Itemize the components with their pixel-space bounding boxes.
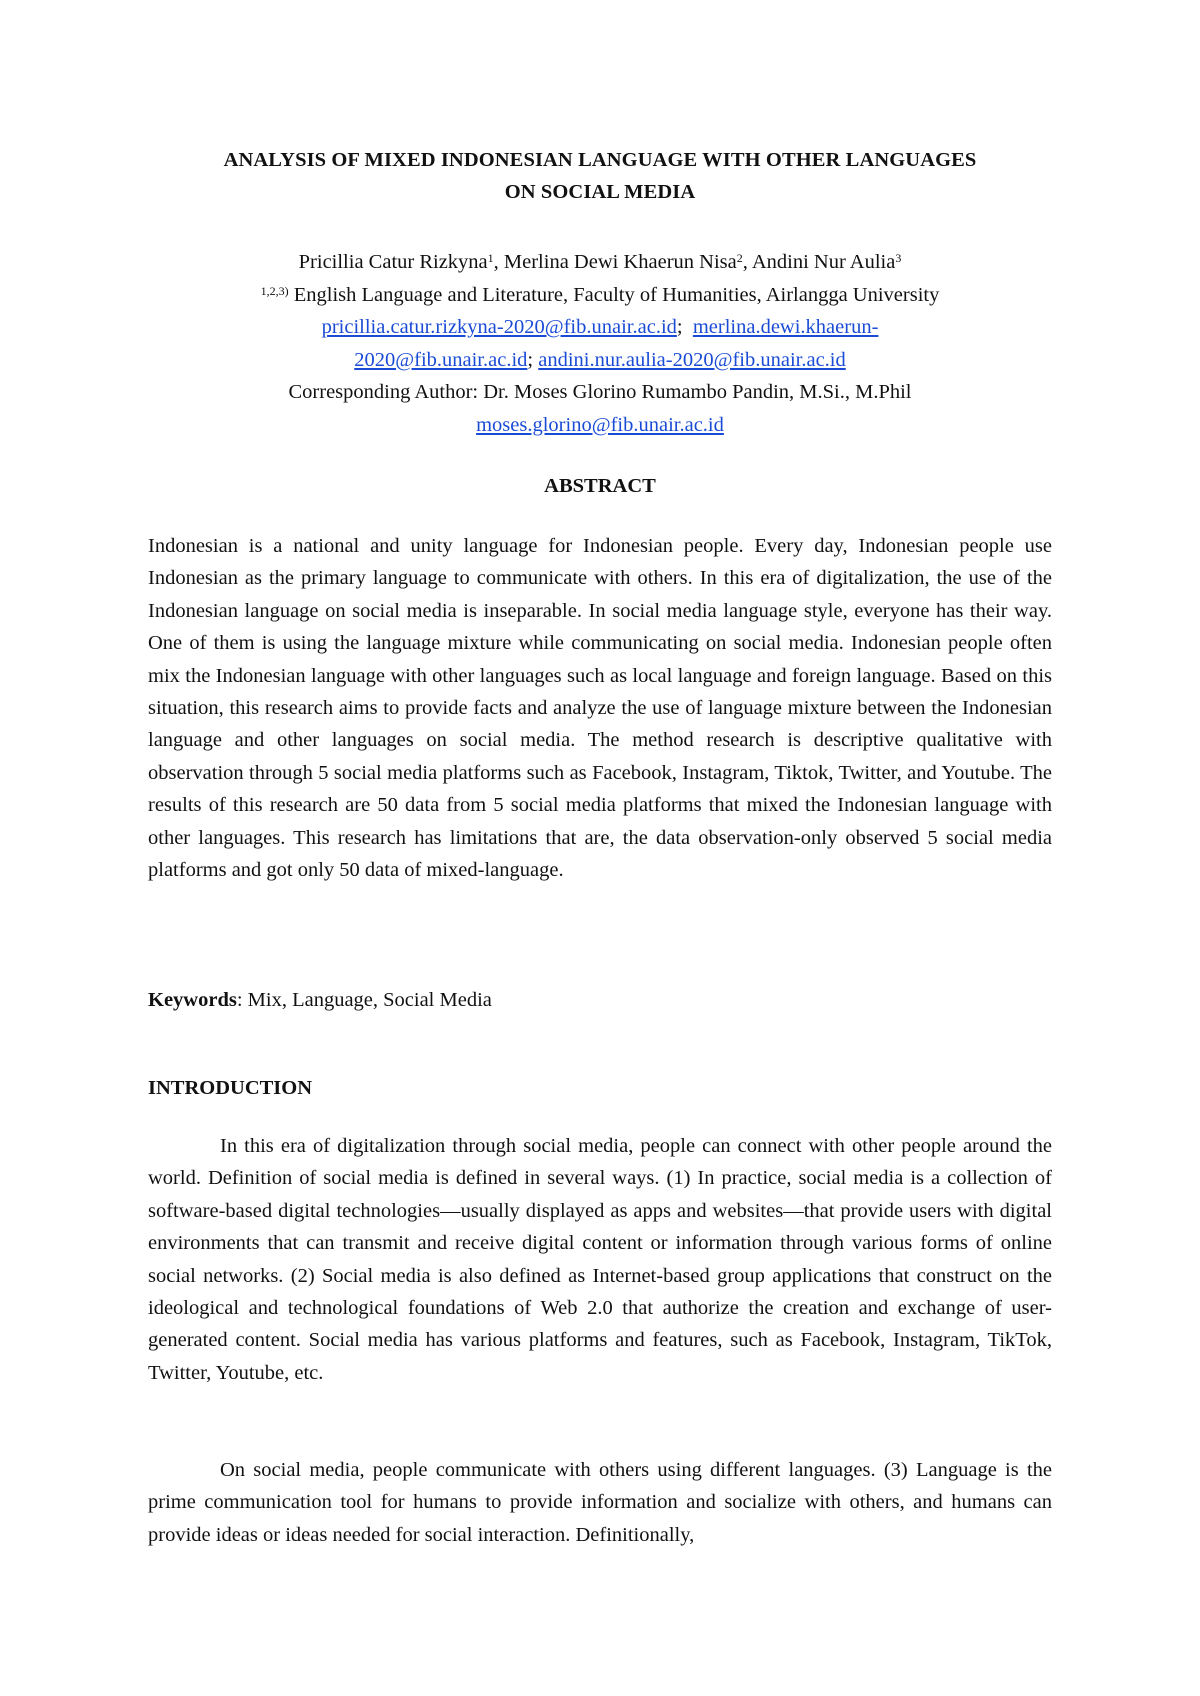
abstract-heading: ABSTRACT [544,475,656,497]
corresponding-author: Corresponding Author: Dr. Moses Glorino Rumambo Pandin, M.Si., M.Phil [288,381,912,403]
affiliation-sup: 1,2,3) [260,283,289,298]
email-line-2: 2020@fib.unair.ac.id; andini.nur.aulia-2020@fib.unair.ac.id [354,348,846,371]
keywords-line [148,984,1052,1016]
paper-title [148,144,1052,208]
title-line-2: ON SOCIAL MEDIA [504,181,696,203]
title-line-1: ANALYSIS OF MIXED INDONESIAN LANGUAGE WITH OTHER LANGUAGES [223,149,977,171]
author-2: Merlina Dewi Khaerun Nisa [503,251,737,273]
author-3-sup: 3 [895,251,902,265]
introduction-paragraph-1: In this era of digitalization through social media, people can connect with other people around the world. Definition of social media is defined in several ways. (1) In practice, social media is a collection of software-based digital technologies—usually displayed as apps and websites—that provide users with digital environments that can transmit and receive digital content or information through various forms of online social networks. (2) Social media is also defined as Internet-based group applications that construct on the ideological and technological foundations of Web 2.0 that authorize the creation and exchange of user-generated content. Social media has various platforms and features, such as Facebook, Instagram, TikTok, Twitter, Youtube, etc. [148,1135,1052,1384]
corresponding-email-link[interactable]: moses.glorino@fib.unair.ac.id [476,413,724,436]
email-link-2a[interactable]: merlina.dewi.khaerun- [692,316,879,338]
introduction-paragraph-2: On social media, people communicate with others using different languages. (3) Language is the prime communication tool for humans to provide information and socialize with others, and humans can provide ideas or ideas needed for social interaction. Definitionally, [148,1459,1052,1546]
author-1-sup: 1 [487,251,494,265]
email-line-1: pricillia.catur.rizkyna-2020@fib.unair.ac.id; merlina.dewi.khaerun- [321,316,879,338]
author-3: Andini Nur Aulia [751,251,896,273]
corresponding-email-line [148,409,1052,442]
author-block [148,246,1052,441]
email-link-2b[interactable]: 2020@fib.unair.ac.id [354,348,528,371]
keywords-text: : Mix, Language, Social Media [236,989,492,1011]
email-link-3[interactable]: andini.nur.aulia-2020@fib.unair.ac.id [538,348,846,371]
author-2-sup: 2 [736,251,743,265]
affiliation-text: English Language and Literature, Faculty of Humanities, Airlangga University [293,283,940,306]
affiliation [148,279,1052,312]
keywords-label: Keywords [148,989,237,1011]
introduction-heading: INTRODUCTION [148,1077,313,1099]
author-1: Pricillia Catur Rizkyna [298,251,488,273]
author-names: Pricillia Catur Rizkyna$^1$, Merlina Dewi Khaerun Nisa$^2$, Andini Nur Aulia$^3$ [298,251,902,273]
email-link-1[interactable]: pricillia.catur.rizkyna-2020@fib.unair.ac.id [321,316,677,338]
abstract-text: Indonesian is a national and unity language for Indonesian people. Every day, Indonesian people use Indonesian as the primary language to communicate with others. In this era of digitalization, the use of the Indonesian language on social media is inseparable. In social media language style, everyone has their way. One of them is using the language mixture while communicating on social media. Indonesian people often mix the Indonesian language with other languages such as local language and foreign language. Based on this situation, this research aims to provide facts and analyze the use of language mixture between the Indonesian language and other languages on social media. The method research is descriptive qualitative with observation through 5 social media platforms such as Facebook, Instagram, Tiktok, Twitter, and Youtube. The results of this research are 50 data from 5 social media platforms that mixed the Indonesian language with other languages. This research has limitations that are, the data observation-only observed 5 social media platforms and got only 50 data of mixed-language. [148,535,1052,882]
